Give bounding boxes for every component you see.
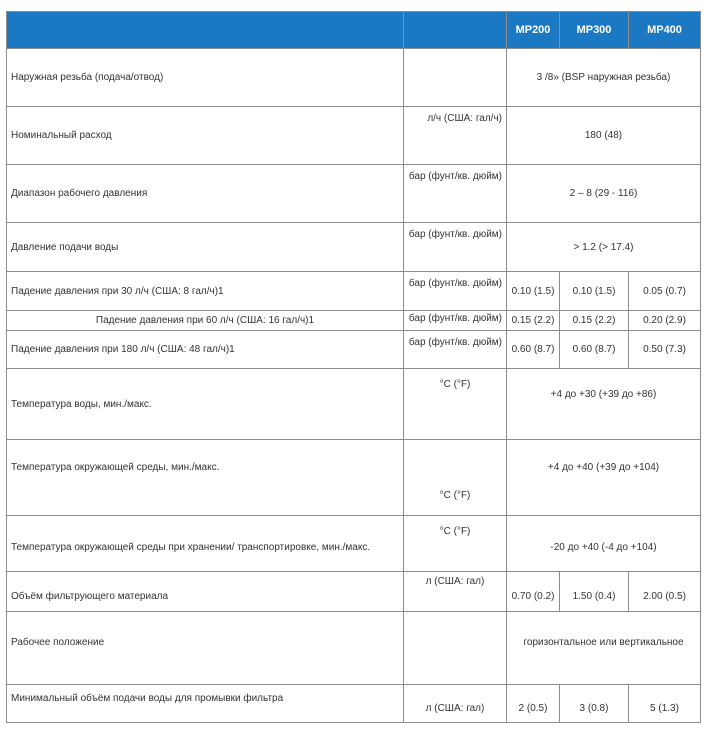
row-value-mp300: 0.10 (1.5) xyxy=(560,272,629,311)
table-row xyxy=(7,516,701,572)
row-value: > 1.2 (> 17.4) xyxy=(507,223,701,272)
table-row xyxy=(7,165,701,223)
row-value-mp400: 0.50 (7.3) xyxy=(629,331,701,369)
row-unit: л (США: гал) xyxy=(404,572,507,612)
header-blank-label xyxy=(7,12,404,49)
table-row xyxy=(7,107,701,165)
row-value-mp300: 0.15 (2.2) xyxy=(560,311,629,331)
row-label: Номинальный расход xyxy=(7,107,404,165)
table-row xyxy=(7,331,701,369)
row-value: -20 до +40 (-4 до +104) xyxy=(507,516,701,572)
table-row xyxy=(7,612,701,685)
header-mp200: MP200 xyxy=(507,12,560,49)
row-value-mp200: 0.70 (0.2) xyxy=(507,572,560,612)
table-row xyxy=(7,223,701,272)
row-unit: л (США: гал) xyxy=(404,685,507,723)
row-label: Наружная резьба (подача/отвод) xyxy=(7,49,404,107)
row-unit xyxy=(404,49,507,107)
table-row xyxy=(7,440,701,516)
row-label: Давление подачи воды xyxy=(7,223,404,272)
row-label: Падение давления при 30 л/ч (США: 8 гал/ч)1 xyxy=(7,272,404,311)
row-unit xyxy=(404,612,507,685)
header-mp400: MP400 xyxy=(629,12,701,49)
row-label: Минимальный объём подачи воды для промывки фильтра xyxy=(7,685,404,723)
specifications-table xyxy=(6,11,701,723)
row-value-mp200: 2 (0.5) xyxy=(507,685,560,723)
row-unit: бар (фунт/кв. дюйм) xyxy=(404,223,507,272)
row-unit: бар (фунт/кв. дюйм) xyxy=(404,331,507,369)
row-value: 3 /8» (BSP наружная резьба) xyxy=(507,49,701,107)
row-unit: бар (фунт/кв. дюйм) xyxy=(404,311,507,331)
row-unit: л/ч (США: гал/ч) xyxy=(404,107,507,165)
row-unit: бар (фунт/кв. дюйм) xyxy=(404,272,507,311)
row-label: Температура воды, мин./макс. xyxy=(7,369,404,440)
row-value-mp400: 5 (1.3) xyxy=(629,685,701,723)
row-label: Рабочее положение xyxy=(7,612,404,685)
row-value-mp200: 0.15 (2.2) xyxy=(507,311,560,331)
row-value-mp400: 2.00 (0.5) xyxy=(629,572,701,612)
row-unit: °C (°F) xyxy=(404,369,507,440)
header-blank-unit xyxy=(404,12,507,49)
row-value-mp200: 0.10 (1.5) xyxy=(507,272,560,311)
row-label: Диапазон рабочего давления xyxy=(7,165,404,223)
row-value-mp300: 1.50 (0.4) xyxy=(560,572,629,612)
row-value-mp400: 0.05 (0.7) xyxy=(629,272,701,311)
row-unit: °C (°F) xyxy=(404,516,507,572)
table-row xyxy=(7,311,701,331)
row-value: 2 – 8 (29 - 116) xyxy=(507,165,701,223)
row-label: Объём фильтрующего материала xyxy=(7,572,404,612)
row-value-mp300: 3 (0.8) xyxy=(560,685,629,723)
row-value-mp300: 0.60 (8.7) xyxy=(560,331,629,369)
row-value-mp200: 0.60 (8.7) xyxy=(507,331,560,369)
table-row xyxy=(7,572,701,612)
row-value-mp400: 0.20 (2.9) xyxy=(629,311,701,331)
row-unit: бар (фунт/кв. дюйм) xyxy=(404,165,507,223)
row-value: 180 (48) xyxy=(507,107,701,165)
row-label: Падение давления при 60 л/ч (США: 16 гал/ч)1 xyxy=(7,311,404,331)
row-value: горизонтальное или вертикальное xyxy=(507,612,701,685)
row-value: +4 до +40 (+39 до +104) xyxy=(507,440,701,516)
table-row xyxy=(7,685,701,723)
row-label: Температура окружающей среды при хранении/ транспортировке, мин./макс. xyxy=(7,516,404,572)
header-row xyxy=(7,12,701,49)
table-row xyxy=(7,49,701,107)
row-value: +4 до +30 (+39 до +86) xyxy=(507,369,701,440)
row-label: Падение давления при 180 л/ч (США: 48 гал/ч)1 xyxy=(7,331,404,369)
table-row xyxy=(7,272,701,311)
row-unit: °C (°F) xyxy=(404,440,507,516)
row-label: Температура окружающей среды, мин./макс. xyxy=(7,440,404,516)
table-row xyxy=(7,369,701,440)
header-mp300: MP300 xyxy=(560,12,629,49)
